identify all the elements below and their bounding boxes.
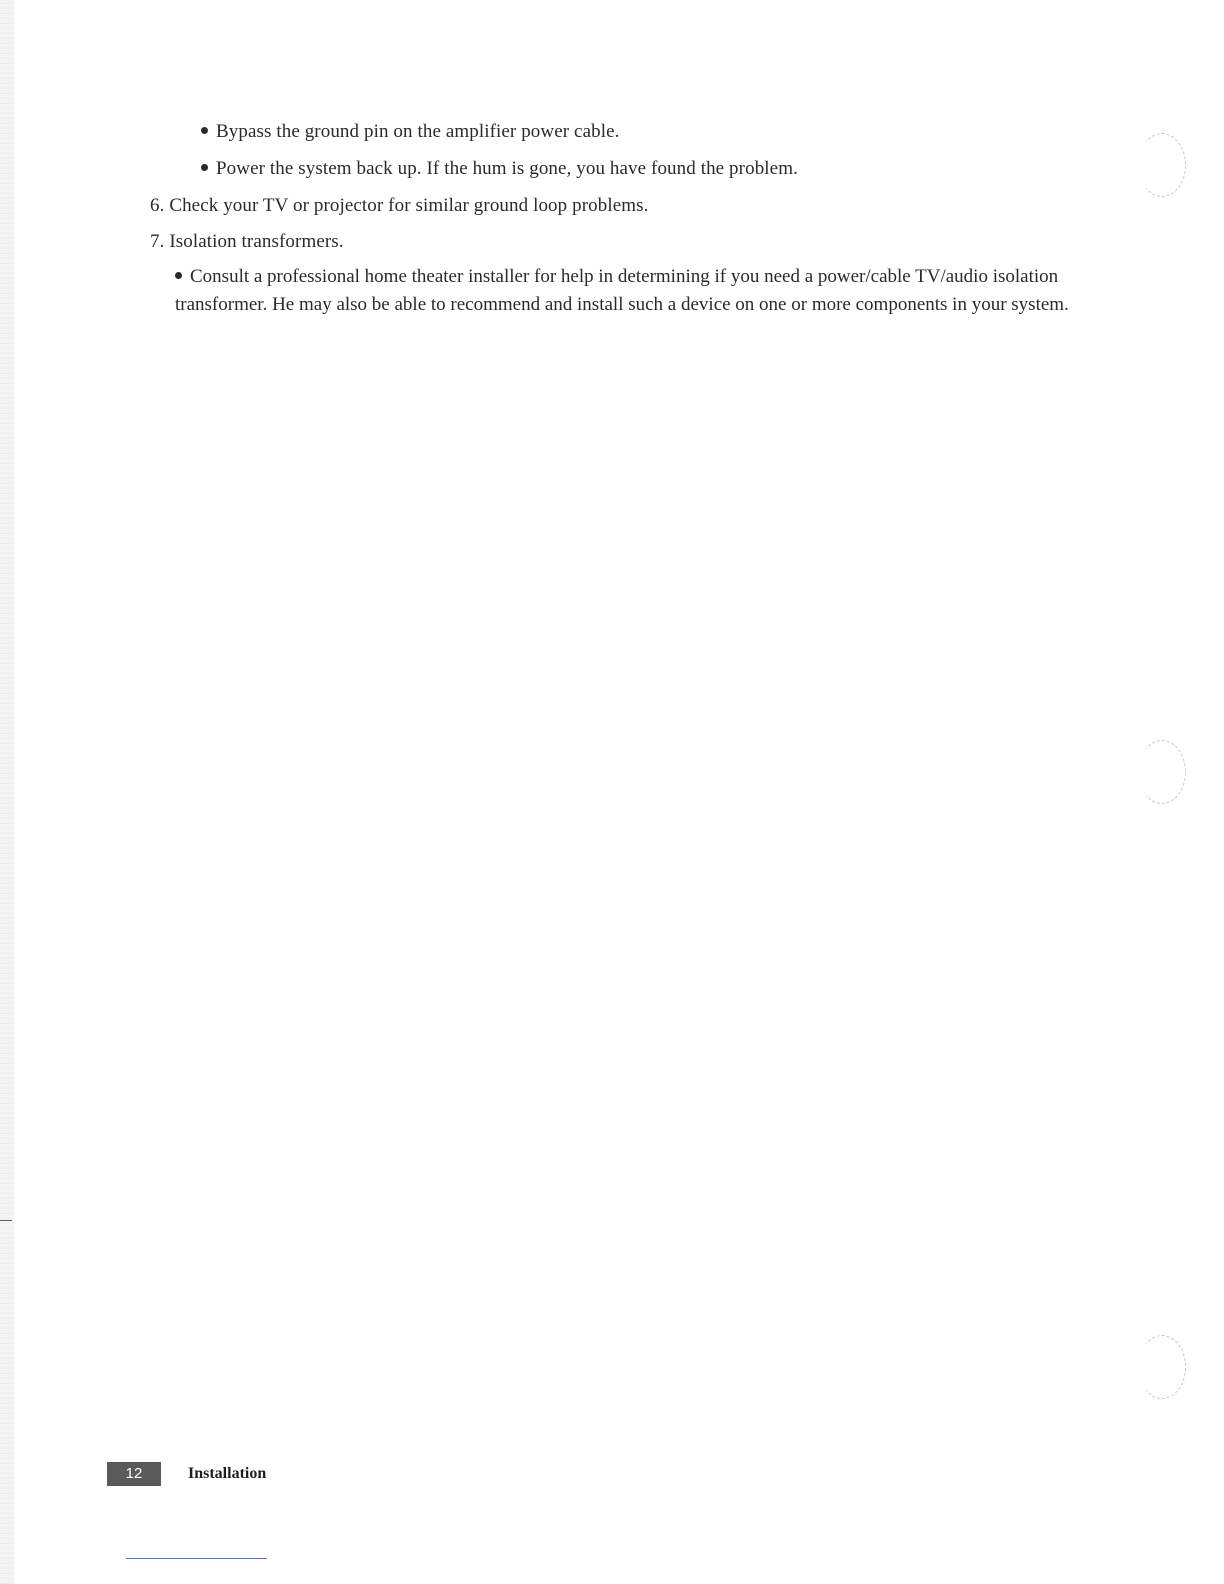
bullet-text: Power the system back up. If the hum is gone, you have found the problem. <box>216 158 798 179</box>
bullet-paragraph-line-1 <box>175 263 1125 291</box>
numbered-step-7 <box>150 227 344 257</box>
crop-mark <box>0 1220 12 1221</box>
step-text: Check your TV or projector for similar ground loop problems. <box>169 195 649 216</box>
bottom-rule <box>126 1558 267 1559</box>
footer-section-label: Installation <box>188 1465 267 1482</box>
bullet-item <box>201 154 798 184</box>
step-number: 6. <box>150 195 165 216</box>
step-text: Isolation transformers. <box>169 231 344 252</box>
step-number: 7. <box>150 231 165 252</box>
bullet-paragraph-text-1: Consult a professional home theater installer for help in determining if you need a power/cable TV/audio isolation <box>190 266 1059 287</box>
bullet-paragraph-line-2: transformer. He may also be able to recommend and install such a device on one or more components in your system. <box>175 294 1069 315</box>
bullet-icon <box>175 272 182 279</box>
bullet-icon <box>201 164 208 171</box>
bullet-text: Bypass the ground pin on the amplifier power cable. <box>216 121 620 142</box>
punch-hole-middle <box>1138 740 1186 804</box>
punch-hole-top <box>1138 133 1186 197</box>
bullet-item <box>201 117 619 147</box>
punch-hole-bottom <box>1138 1335 1186 1399</box>
page-number-badge: 12 <box>107 1462 161 1486</box>
bullet-paragraph <box>175 263 1125 319</box>
numbered-step-6 <box>150 191 648 221</box>
bullet-icon <box>201 127 208 134</box>
scan-edge <box>0 0 14 1584</box>
